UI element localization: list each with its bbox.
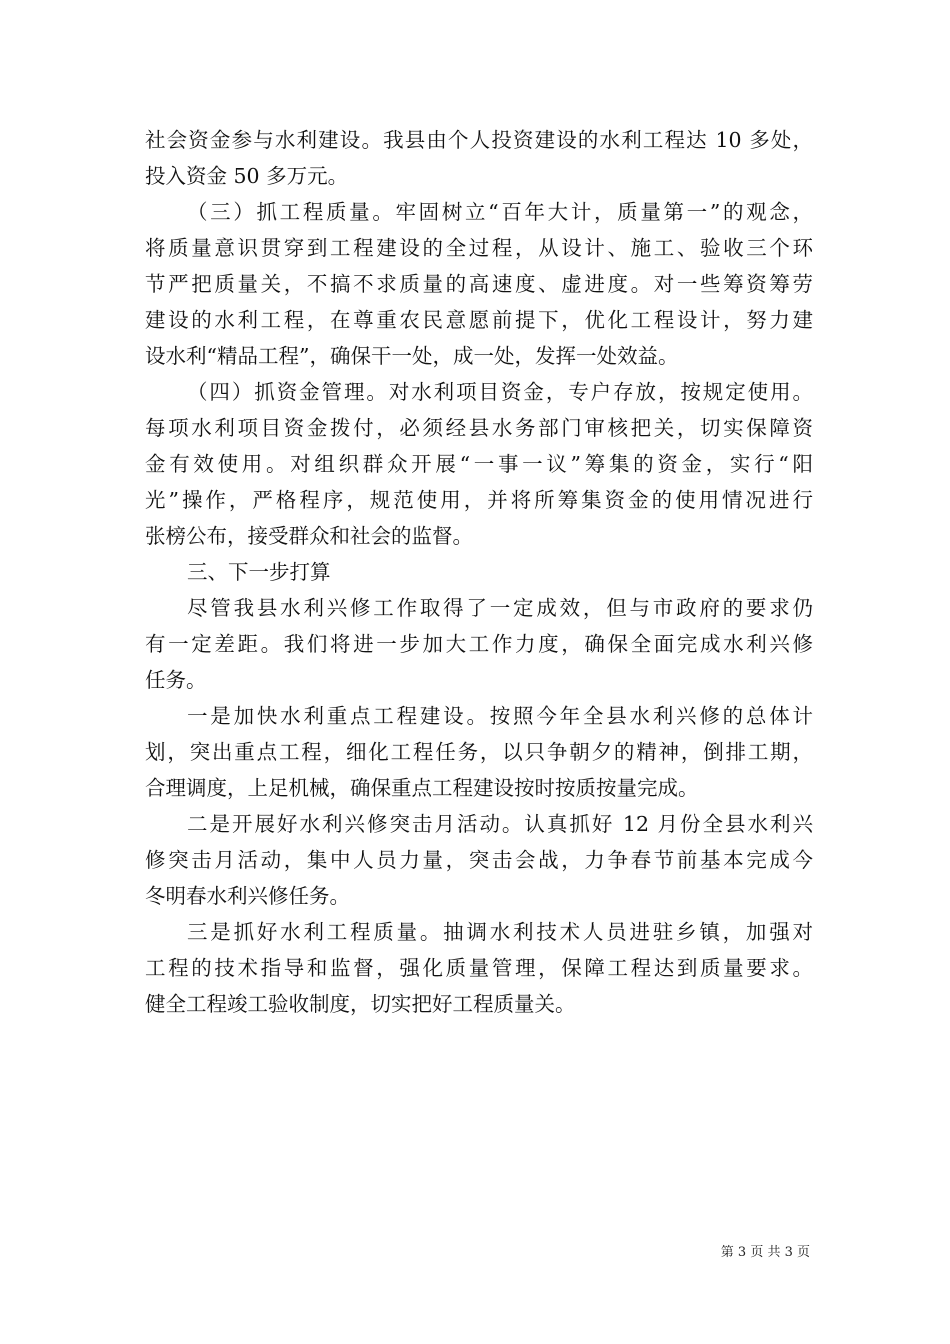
paragraph-engineering-quality [145,194,813,374]
paragraph-continuation [145,122,813,194]
text-line: 工程的技术指导和监督，强化质量管理，保障工程达到质量要求。 [145,956,813,980]
text-line: 建设的水利工程，在尊重农民意愿前提下，优化工程设计，努力建 [145,308,813,332]
paragraph-assault-month [145,806,813,914]
text-line: 尽管我县水利兴修工作取得了一定成效，但与市政府的要求仍 [187,596,813,620]
text-line: 合理调度，上足机械，确保重点工程建设按时按质按量完成。 [145,776,699,800]
text-line: 节严把质量关，不搞不求质量的高速度、虚进度。对一些筹资筹劳 [145,272,813,296]
text-line: 投入资金 50 多万元。 [145,164,349,188]
text-line: 有一定差距。我们将进一步加大工作力度，确保全面完成水利兴修 [145,632,813,656]
text-line: 三是抓好水利工程质量。抽调水利技术人员进驻乡镇，加强对 [187,920,813,944]
text-line: 每项水利项目资金拨付，必须经县水务部门审核把关，切实保障资 [145,416,813,440]
text-line: 健全工程竣工验收制度，切实把好工程质量关。 [145,992,576,1016]
text-line: 冬明春水利兴修任务。 [145,884,350,908]
text-line: 社会资金参与水利建设。我县由个人投资建设的水利工程达 10 多处， [145,128,813,152]
paragraph-fund-management [145,374,813,554]
section-heading-text: 三、下一步打算 [187,560,331,584]
text-line: 设水利“精品工程”，确保干一处，成一处，发挥一处效益。 [145,344,679,368]
text-line: （三）抓工程质量。牢固树立“百年大计，质量第一”的观念， [187,200,813,224]
paragraph-project-quality [145,914,813,1022]
text-line: 一是加快水利重点工程建设。按照今年全县水利兴修的总体计 [187,704,813,728]
text-line: 修突击月活动，集中人员力量，突击会战，力争春节前基本完成今 [145,848,813,872]
text-line: 光”操作，严格程序，规范使用，并将所筹集资金的使用情况进行 [145,488,813,512]
text-line: 金有效使用。对组织群众开展“一事一议”筹集的资金，实行“阳 [145,452,813,476]
text-line: （四）抓资金管理。对水利项目资金，专户存放，按规定使用。 [187,380,813,404]
section-heading [145,554,813,590]
text-line: 划，突出重点工程，细化工程任务，以只争朝夕的精神，倒排工期， [145,740,813,764]
text-line: 二是开展好水利兴修突击月活动。认真抓好 12 月份全县水利兴 [187,812,813,836]
paragraph-next-steps-intro [145,590,813,698]
text-line: 张榜公布，接受群众和社会的监督。 [145,524,473,548]
text-line: 将质量意识贯穿到工程建设的全过程，从设计、施工、验收三个环 [145,236,813,260]
text-line: 任务。 [145,668,207,692]
page-number: 第 3 页 共 3 页 [720,1245,810,1260]
paragraph-key-projects [145,698,813,806]
document-body [145,122,813,1022]
